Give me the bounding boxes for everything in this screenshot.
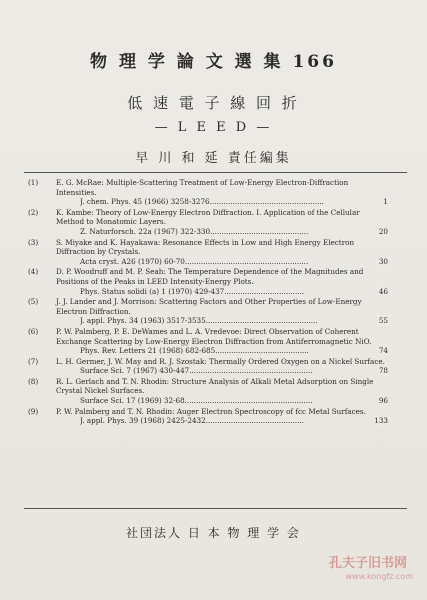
reference-page-number: 78 — [378, 366, 388, 376]
citation-text: J. appl. Phys. 39 (1968) 2425-2432........................................... — [80, 416, 304, 426]
reference-text: R. L. Gerlach and T. N. Rhodin: Structure Analysis of Alkali Metal Adsorption on Single Crystal Nickel Surfaces. — [56, 376, 374, 396]
reference-citation — [80, 346, 388, 356]
citation-text: Z. Naturforsch. 22a (1967) 322-330........................................... — [80, 226, 309, 236]
reference-number: (3) — [28, 237, 39, 247]
reference-text: P. W. Palmberg and T. N. Rhodin: Auger Electron Spectroscopy of fcc Metal Surfaces. — [56, 406, 366, 416]
reference-text: S. Miyake and K. Hayakawa: Resonance Effects in Low and High Energy Electron Diffraction by Crystals. — [56, 237, 355, 257]
reference-text: L. H. Germer, J. W. May and R. J. Szostak: Thermally Ordered Oxygen on a Nickel Surface. — [56, 356, 385, 366]
reference-item — [28, 267, 388, 296]
reference-citation — [80, 257, 388, 267]
watermark-url: www.kongfz.com — [345, 572, 413, 581]
reference-item — [28, 327, 388, 356]
top-rule — [24, 172, 407, 173]
reference-number: (7) — [28, 356, 39, 366]
reference-citation — [80, 287, 388, 297]
citation-text: Phys. Rev. Letters 21 (1968) 682-685......................................... — [80, 346, 309, 356]
reference-citation — [80, 366, 388, 376]
editor-line: 早 川 和 延 責任編集 — [135, 151, 292, 166]
reference-item — [28, 297, 388, 326]
reference-item — [28, 178, 388, 207]
reference-text: E. G. McRae: Multiple-Scattering Treatment of Low-Energy Electron-Diffraction Intensities. — [56, 178, 349, 197]
reference-text: J. J. Lander and J. Morrison: Scattering Factors and Other Properties of Low-Energy Electron Diffraction. — [56, 297, 362, 316]
watermark-stamp: 孔夫子旧书网 — [328, 556, 407, 571]
reference-number: (6) — [28, 326, 39, 336]
citation-text: Surface Sci. 17 (1969) 32-68........................................................ — [80, 396, 313, 406]
citation-text: J. appl. Phys. 34 (1963) 3517-3535................................................. — [80, 316, 318, 326]
reference-number: (1) — [28, 178, 39, 187]
reference-number: (2) — [28, 207, 39, 217]
reference-citation — [80, 416, 388, 426]
citation-text: Phys. Status solidi (a) 1 (1970) 429-437................................... — [80, 286, 305, 296]
reference-item — [28, 208, 388, 237]
volume-title: 低 速 電 子 線 回 折 — [127, 94, 300, 112]
reference-citation — [80, 396, 388, 406]
reference-page-number: 20 — [378, 226, 388, 236]
reference-text: P. W. Palmberg, P. E. DeWames and L. A. Vredevoe: Direct Observation of Coherent Exchange Scattering by Low-Energy Electron Diffraction from Antiferromagnetic NiO. — [56, 326, 372, 346]
reference-citation — [80, 197, 388, 207]
reference-page-number: 1 — [383, 197, 388, 207]
reference-page-number: 133 — [374, 416, 388, 426]
reference-page-number: 46 — [378, 286, 388, 296]
citation-text: Surface Sci. 7 (1967) 430-447...................................................... — [80, 366, 313, 376]
reference-number: (8) — [28, 376, 39, 386]
citation-text: Acta cryst. A26 (1970) 60-70...................................................... — [80, 256, 309, 266]
reference-item — [28, 357, 388, 376]
reference-citation — [80, 316, 388, 326]
series-title: 物 理 学 論 文 選 集 166 — [90, 52, 337, 72]
reference-item — [28, 238, 388, 267]
reference-page-number: 55 — [378, 316, 388, 326]
reference-item — [28, 377, 388, 406]
volume-subtitle: — L E E D — — [154, 120, 273, 135]
reference-citation — [80, 227, 388, 237]
bottom-rule — [24, 508, 407, 509]
citation-text: J. chem. Phys. 45 (1966) 3258-3276.................................................. — [80, 197, 324, 207]
reference-page-number: 96 — [378, 396, 388, 406]
reference-page-number: 74 — [378, 346, 388, 356]
reference-text: K. Kambe: Theory of Low-Energy Electron Diffraction. I. Application of the Cellular Method to Monatomic Layers. — [56, 207, 360, 227]
reference-page-number: 30 — [378, 256, 388, 266]
reference-number: (4) — [28, 267, 39, 277]
reference-number: (9) — [28, 406, 39, 416]
reference-text: D. P. Woodruff and M. P. Seah: The Temperature Dependence of the Magnitudes and Positions of the Peaks in LEED Intensity-Energy Plots. — [56, 267, 364, 286]
reference-list — [28, 178, 388, 427]
publisher: 社団法人 日 本 物 理 学 会 — [126, 526, 301, 540]
reference-number: (5) — [28, 297, 39, 307]
reference-item — [28, 407, 388, 426]
